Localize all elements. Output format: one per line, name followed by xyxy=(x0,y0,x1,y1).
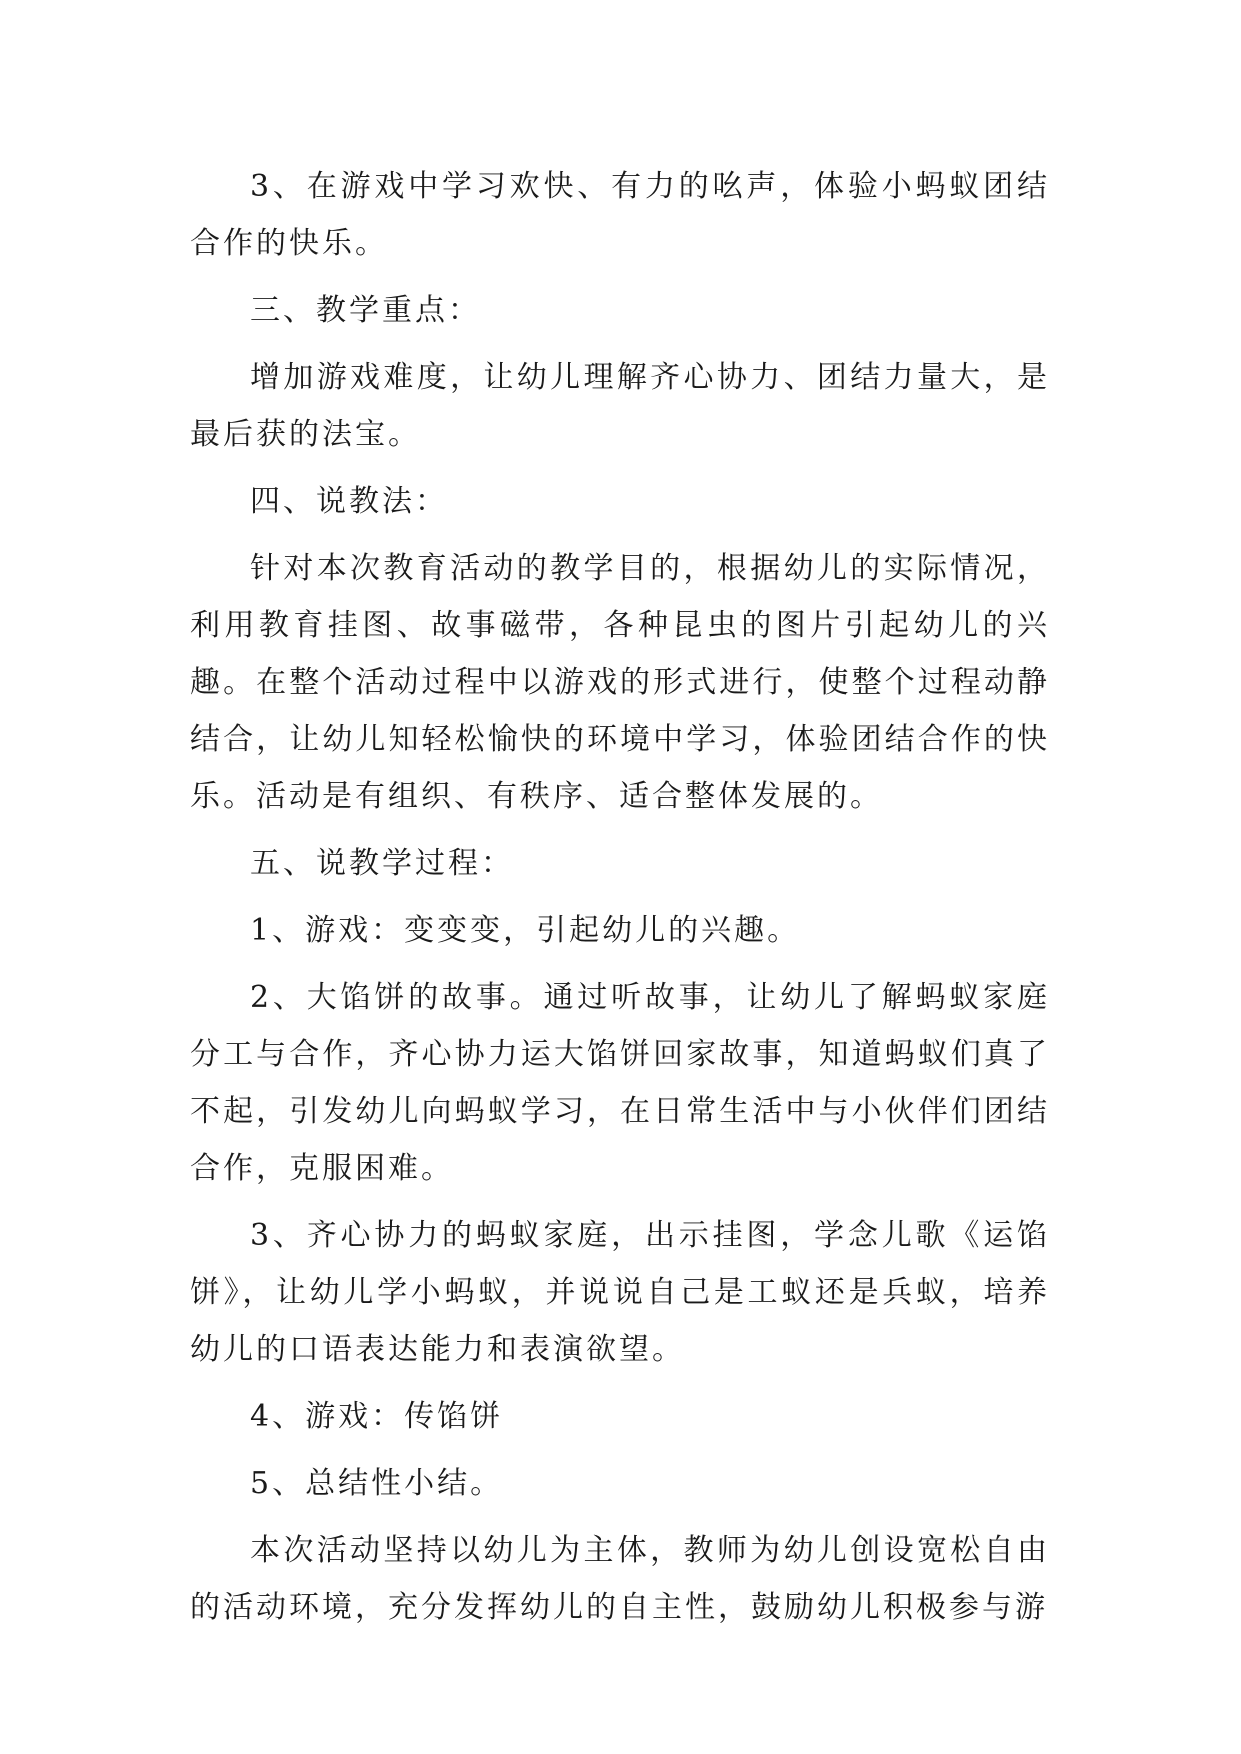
objective-3-paragraph: 3、在游戏中学习欢快、有力的吆声，体验小蚂蚁团结合作的快乐。 xyxy=(190,169,1050,261)
section-heading-teaching-process: 五、说教学过程： xyxy=(250,846,514,881)
teaching-focus-paragraph: 增加游戏难度，让幼儿理解齐心协力、团结力量大，是最后获的法宝。 xyxy=(190,360,1050,452)
section-heading-teaching-focus: 三、教学重点： xyxy=(250,293,481,328)
section-heading-teaching-method: 四、说教法： xyxy=(250,484,448,519)
process-step-5: 5、总结性小结。 xyxy=(250,1466,504,1501)
process-step-3: 3、齐心协力的蚂蚁家庭，出示挂图，学念儿歌《运馅饼》，让幼儿学小蚂蚁，并说说自己是工蚁还是兵蚁，培养幼儿的口语表达能力和表演欲望。 xyxy=(190,1218,1050,1367)
summary-paragraph: 本次活动坚持以幼儿为主体，教师为幼儿创设宽松自由的活动环境，充分发挥幼儿的自主性，鼓励幼儿积极参与游 xyxy=(190,1533,1050,1625)
process-step-2: 2、大馅饼的故事。通过听故事，让幼儿了解蚂蚁家庭分工与合作，齐心协力运大馅饼回家故事，知道蚂蚁们真了不起，引发幼儿向蚂蚁学习，在日常生活中与小伙伴们团结合作，克服困难。 xyxy=(190,980,1050,1186)
teaching-method-paragraph: 针对本次教育活动的教学目的，根据幼儿的实际情况，利用教育挂图、故事磁带，各种昆虫的图片引起幼儿的兴趣。在整个活动过程中以游戏的形式进行，使整个过程动静结合，让幼儿知轻松愉快的环境中学习，体验团结合作的快乐。活动是有组织、有秩序、适合整体发展的。 xyxy=(190,551,1050,814)
document-page xyxy=(190,158,1050,1646)
process-step-4: 4、游戏：传馅饼 xyxy=(250,1399,504,1434)
process-step-1: 1、游戏：变变变，引起幼儿的兴趣。 xyxy=(250,913,801,948)
